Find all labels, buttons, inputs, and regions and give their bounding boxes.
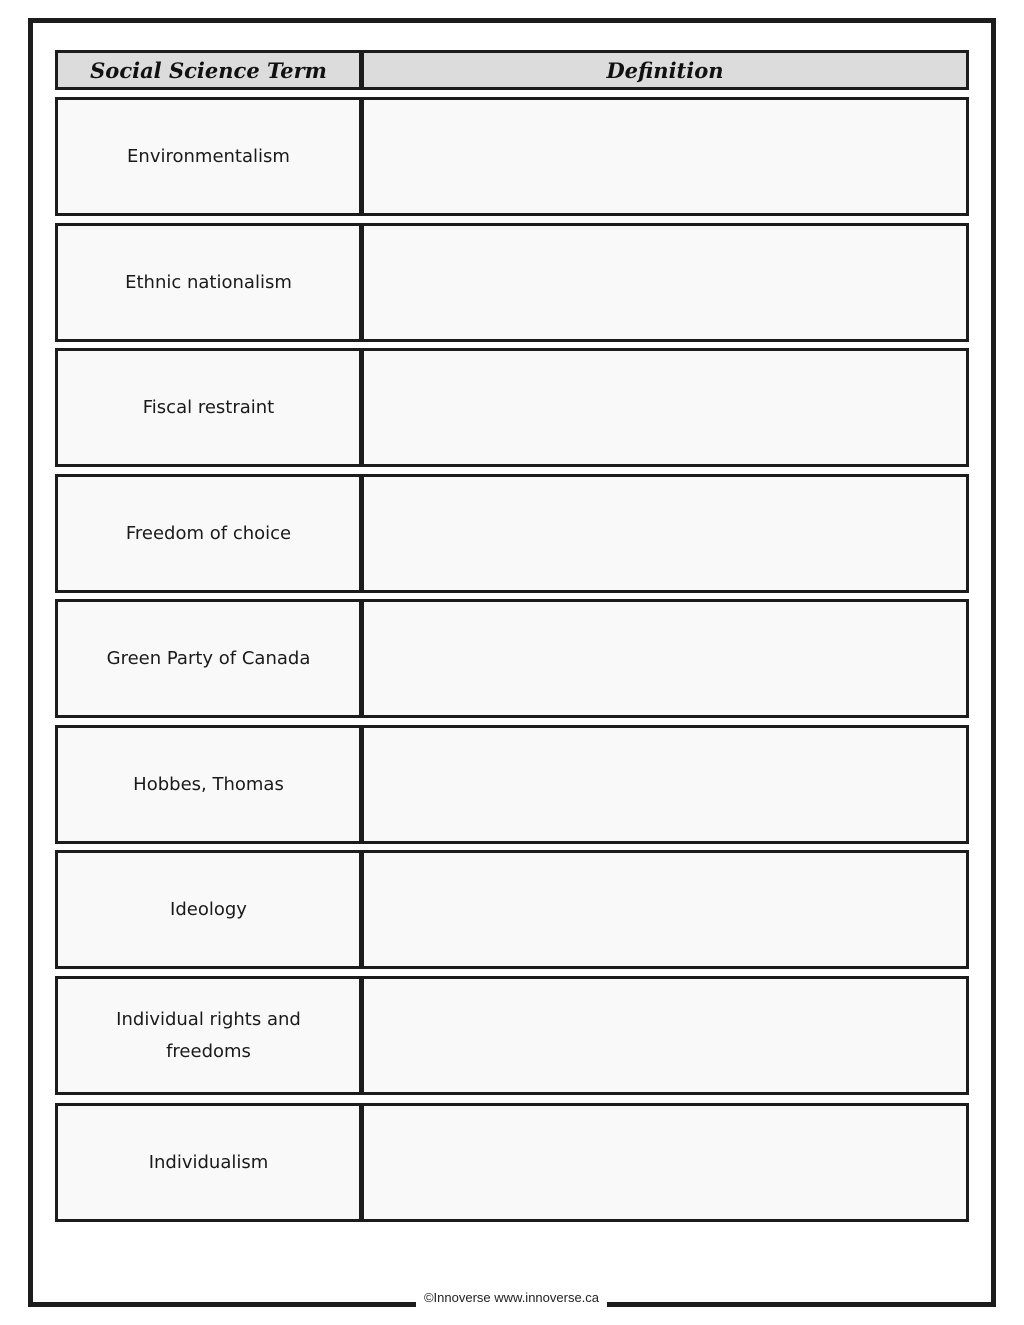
footer-text: ©Innoverse www.innoverse.ca [423,1289,600,1305]
term-label: Ethnic nationalism [125,271,292,293]
term-label: Ideology [170,898,247,920]
term-label: Environmentalism [127,145,290,167]
term-label: Freedom of choice [125,522,292,544]
definition-cell[interactable] [361,725,969,844]
definition-cell[interactable] [361,976,969,1095]
term-label: Individual rights and freedoms [116,1008,301,1062]
definition-cell[interactable] [361,348,969,467]
definition-cell[interactable] [361,474,969,593]
term-label: Hobbes, Thomas [133,773,284,795]
definition-cell[interactable] [361,1103,969,1222]
definition-header-label: Definition [606,57,724,83]
definition-column-header [361,50,969,90]
term-cell [55,599,362,718]
term-cell [55,474,362,593]
term-cell [55,725,362,844]
term-header-label: Social Science Term [90,57,327,83]
definition-cell[interactable] [361,599,969,718]
definition-cell[interactable] [361,850,969,969]
term-cell [55,348,362,467]
term-column-header [55,50,362,90]
definition-cell[interactable] [361,223,969,342]
term-cell [55,1103,362,1222]
footer-credit [416,1287,607,1307]
term-label: Individualism [148,1151,269,1173]
definition-cell[interactable] [361,97,969,216]
term-label: Green Party of Canada [106,647,311,669]
term-cell [55,223,362,342]
term-cell [55,97,362,216]
term-cell [55,976,362,1095]
term-cell [55,850,362,969]
term-label: Fiscal restraint [142,396,275,418]
